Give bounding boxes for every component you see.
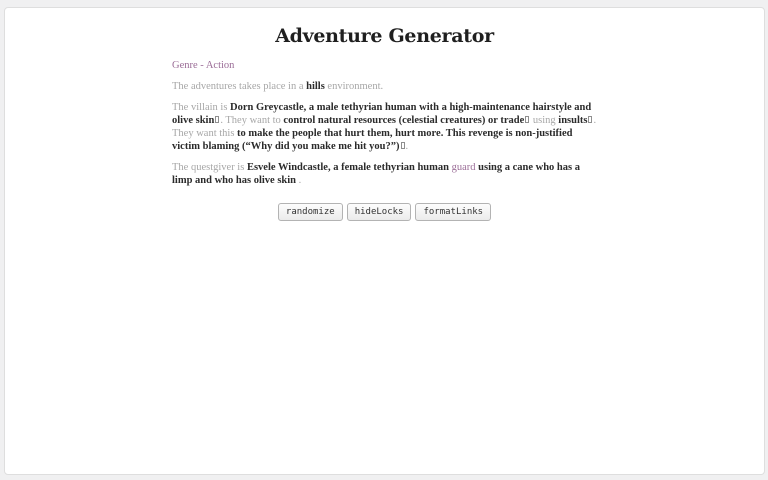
- text-segment: .: [405, 141, 409, 152]
- button-row: [172, 203, 597, 221]
- missing-glyph-box: [525, 116, 529, 123]
- text-segment: . They want this: [172, 115, 597, 139]
- text-segment: , a male tethyrian human with a high-maintenance hairstyle and olive skin: [172, 102, 592, 126]
- text-segment: using a cane who has a limp and who has olive skin: [172, 162, 580, 186]
- text-segment: , a female tethyrian human: [327, 162, 452, 173]
- formatLinks-button[interactable]: formatLinks: [415, 203, 491, 221]
- inline-link[interactable]: Genre: [172, 60, 198, 71]
- text-segment: hills: [306, 81, 325, 92]
- hideLocks-button[interactable]: hideLocks: [347, 203, 412, 221]
- randomize-button[interactable]: randomize: [278, 203, 343, 221]
- text-segment: The villain is: [172, 102, 231, 113]
- text-segment: The questgiver is: [172, 162, 247, 173]
- villain-paragraph: [172, 101, 597, 153]
- missing-glyph-box: [588, 116, 592, 123]
- text-segment: . They want to: [220, 115, 284, 126]
- text-segment: to make the people that hurt them, hurt more. This revenge is non-justified victim blaming (“Why did you make me hit you?”): [172, 128, 573, 152]
- text-segment: insults: [558, 115, 588, 126]
- genre-line: [172, 59, 597, 72]
- questgiver-paragraph: [172, 161, 597, 187]
- inline-link[interactable]: guard: [451, 162, 476, 173]
- inline-link[interactable]: Action: [205, 60, 235, 71]
- environment-paragraph: [172, 80, 597, 93]
- page-title: Adventure Generator: [275, 25, 494, 47]
- text-segment: The adventures takes place in a: [172, 81, 307, 92]
- generator-content: [172, 59, 597, 221]
- missing-glyph-box: [215, 116, 219, 123]
- text-segment: .: [296, 175, 302, 186]
- text-segment: Dorn Greycastle: [230, 102, 304, 113]
- text-segment: -: [197, 60, 206, 71]
- text-segment: using: [530, 115, 559, 126]
- text-segment: control natural resources (celestial creatures) or trade: [283, 115, 525, 126]
- text-segment: Esvele Windcastle: [246, 162, 328, 173]
- text-segment: environment.: [324, 81, 384, 92]
- missing-glyph-box: [401, 142, 405, 149]
- generator-card: [4, 7, 765, 475]
